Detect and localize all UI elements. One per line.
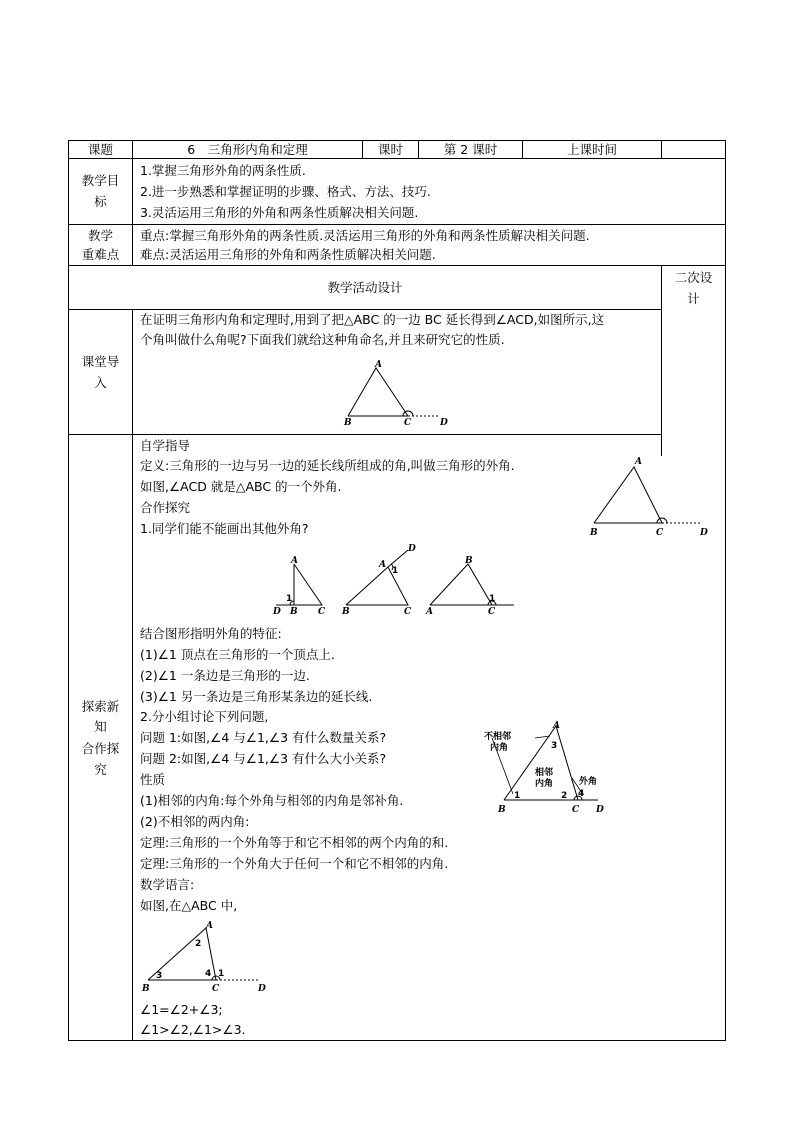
label-B: B [142, 984, 150, 994]
period-value: 第 2 课时 [443, 141, 498, 157]
label-4: 4 [578, 789, 585, 799]
label-A: A [379, 560, 386, 570]
explore-text-line: 如图,在△ABC 中, [140, 898, 238, 913]
explore-text-line: (1)相邻的内角:每个外角与相邻的内角是邻补角. [140, 793, 404, 808]
label-2: 2 [195, 939, 202, 949]
theorem-line: 定理:三角形的一个外角大于任何一个和它不相邻的内角. [140, 856, 449, 871]
key-points-label-line: 重难点 [81, 247, 120, 262]
label-1: 1 [218, 969, 225, 979]
math-language-figure [138, 920, 273, 992]
topic-label: 课题 [87, 141, 113, 157]
explore-text-line: (3)∠1 另一条边是三角形某条边的延长线. [140, 689, 373, 704]
label-A: A [635, 457, 642, 467]
intro-label-line: 入 [94, 375, 107, 390]
objectives-label-line: 标 [94, 194, 107, 209]
label-A: A [426, 607, 433, 617]
label-D: D [440, 418, 448, 428]
label-3: 3 [551, 741, 558, 751]
key-point-item: 难点:灵活运用三角形的外角和两条性质解决相关问题. [140, 247, 436, 262]
explore-heading: 自学指导 [140, 438, 191, 453]
label-C: C [212, 984, 220, 994]
label-C: C [404, 607, 412, 617]
objective-item: 2.进一步熟悉和掌握证明的步骤、格式、方法、技巧. [140, 184, 431, 199]
explore-text-line: (1)∠1 顶点在三角形的一个顶点上. [140, 647, 335, 662]
explore-label-line: 探索新 [81, 699, 120, 714]
label-D: D [258, 984, 266, 994]
exterior-angle-figure-1 [272, 556, 326, 617]
objectives-label-line: 教学目 [81, 173, 120, 188]
second-design-line: 二次设 [674, 270, 713, 285]
explore-label-line: 合作探 [81, 741, 120, 756]
label-C: C [488, 607, 496, 617]
exterior-angle-figure-3 [425, 556, 514, 617]
explore-heading: 合作探究 [140, 500, 191, 515]
label-1: 1 [489, 594, 496, 604]
exterior-angle-figures [270, 542, 520, 617]
intro-text-line: 在证明三角形内角和定理时,用到了把△ABC 的一边 BC 延长得到∠ACD,如图所示,这 [140, 312, 605, 327]
label-A: A [291, 556, 298, 566]
formula-line: ∠1=∠2+∠3; [140, 1002, 223, 1017]
explore-text-line: 如图,∠ACD 就是△ABC 的一个外角. [140, 479, 342, 494]
key-points-label-line: 教学 [87, 228, 113, 243]
label-B: B [498, 805, 506, 815]
adjacent-label: 相邻 [535, 768, 554, 778]
formula-line: ∠1>∠2,∠1>∠3. [140, 1022, 246, 1037]
intro-triangle-figure [340, 360, 460, 430]
intro-label-line: 课堂导 [81, 354, 120, 369]
exterior-angle-figure-2 [341, 544, 416, 617]
class-time-label: 上课时间 [566, 141, 617, 157]
label-3: 3 [156, 971, 163, 981]
label-A: A [206, 921, 213, 931]
label-D: D [700, 528, 708, 538]
explore-text-line: 定义:三角形的一边与另一边的延长线所组成的角,叫做三角形的外角. [140, 458, 515, 473]
definition-triangle-figure [584, 455, 714, 540]
label-C: C [656, 528, 664, 538]
labeled-angles-figure [480, 718, 610, 818]
explore-text-line: 1.同学们能不能画出其他外角? [140, 521, 309, 536]
label-A: A [375, 360, 382, 370]
objective-item: 3.灵活运用三角形的外角和两条性质解决相关问题. [140, 205, 419, 220]
second-design-line: 计 [687, 291, 700, 306]
label-B: B [465, 556, 473, 566]
label-1: 1 [286, 594, 293, 604]
period-label: 课时 [377, 141, 403, 157]
explore-heading: 性质 [140, 772, 166, 787]
explore-text-line: (2)∠1 一条边是三角形的一边. [140, 668, 310, 683]
label-1: 1 [392, 566, 399, 576]
label-4: 4 [205, 969, 212, 979]
label-B: B [342, 607, 350, 617]
label-B: B [344, 418, 352, 428]
explore-text-line: 结合图形指明外角的特征: [140, 626, 282, 641]
explore-text-line: 2.分小组讨论下列问题, [140, 709, 269, 724]
label-B: B [290, 607, 298, 617]
label-C: C [318, 607, 326, 617]
explore-heading: 数学语言: [140, 877, 195, 892]
label-B: B [590, 528, 598, 538]
explore-label-line: 知 [94, 719, 107, 734]
class-time-value[interactable] [662, 141, 725, 158]
non-adjacent-label: 内角 [490, 743, 509, 753]
theorem-line: 定理:三角形的一个外角等于和它不相邻的两个内角的和. [140, 835, 449, 850]
activity-title: 教学活动设计 [327, 279, 403, 295]
label-A: A [553, 721, 560, 731]
label-D: D [273, 607, 281, 617]
non-adjacent-label: 不相邻 [484, 732, 512, 742]
label-1: 1 [514, 791, 521, 801]
intro-text-line: 个角叫做什么角呢?下面我们就给这种角命名,并且来研究它的性质. [140, 332, 505, 347]
explore-text-line: 问题 1:如图,∠4 与∠1,∠3 有什么数量关系? [140, 730, 387, 745]
key-point-item: 重点:掌握三角形外角的两条性质.灵活运用三角形的外角和两条性质解决相关问题. [140, 228, 590, 243]
explore-text-line: (2)不相邻的两内角: [140, 814, 250, 829]
label-D: D [596, 805, 604, 815]
label-D: D [408, 544, 416, 554]
label-C: C [572, 805, 580, 815]
objective-item: 1.掌握三角形外角的两条性质. [140, 163, 306, 178]
label-C: C [404, 418, 412, 428]
explore-label-line: 究 [94, 762, 107, 777]
exterior-label: 外角 [579, 777, 598, 787]
adjacent-label: 内角 [535, 779, 554, 789]
explore-text-line: 问题 2:如图,∠4 与∠1,∠3 有什么大小关系? [140, 751, 387, 766]
topic-title: 6 三角形内角和定理 [187, 141, 308, 157]
label-2: 2 [561, 791, 568, 801]
